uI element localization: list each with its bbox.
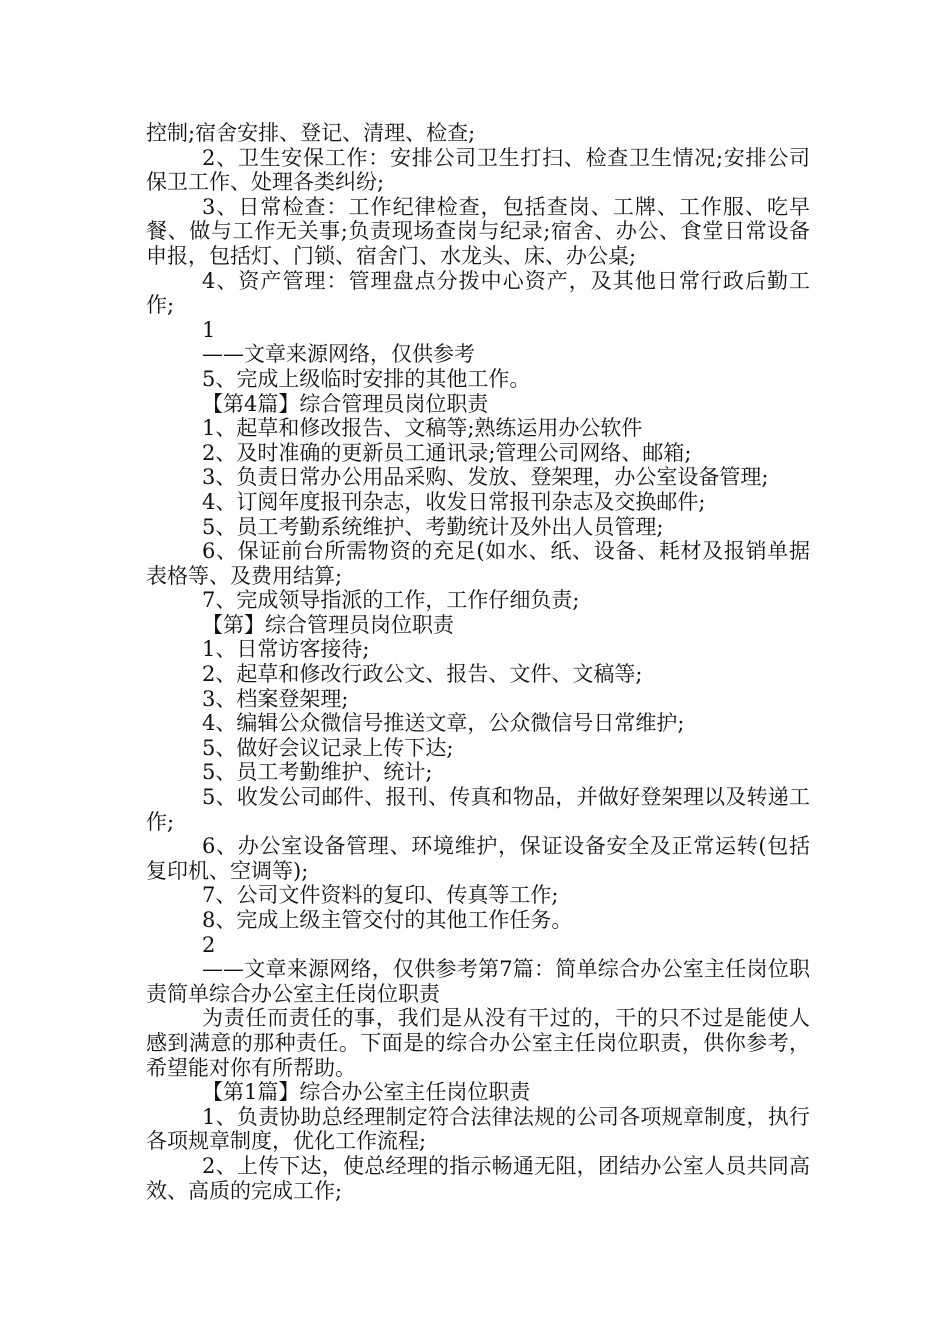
- source-note: ——文章来源网络，仅供参考第7篇：简单综合办公室主任岗位职责简单综合办公室主任岗位职责: [146, 957, 810, 1006]
- list-item: 2、上传下达，使总经理的指示畅通无阻，团结办公室人员共同高效、高质的完成工作;: [146, 1153, 810, 1203]
- list-item: 3、负责日常办公用品采购、发放、登架理，办公室设备管理;: [202, 465, 769, 490]
- list-item: 8、完成上级主管交付的其他工作任务。: [202, 908, 573, 932]
- list-item-temporary-tasks: 5、完成上级临时安排的其他工作。: [202, 366, 531, 391]
- source-note: ——文章来源网络，仅供参考: [202, 342, 475, 367]
- list-item: 5、员工考勤维护、统计;: [202, 760, 433, 785]
- list-item: 5、员工考勤系统维护、考勤统计及外出人员管理;: [202, 514, 664, 539]
- list-item-asset-management: 4、资产管理：管理盘点分拨中心资产，及其他日常行政后勤工作;: [146, 268, 810, 318]
- page-number: 1: [202, 317, 216, 342]
- list-item: 1、日常访客接待;: [202, 637, 370, 662]
- section-heading: 【第4篇】综合管理员岗位职责: [202, 391, 489, 416]
- list-item: 2、及时准确的更新员工通讯录;管理公司网络、邮箱;: [202, 440, 692, 465]
- section-heading: 【第】综合管理员岗位职责: [202, 612, 454, 637]
- list-item: 4、订阅年度报刊杂志，收发日常报刊杂志及交换邮件;: [202, 489, 706, 514]
- document-page: [146, 121, 810, 1203]
- list-item: 5、做好会议记录上传下达;: [202, 735, 454, 760]
- page-number: 2: [202, 932, 216, 957]
- list-item: 1、负责协助总经理制定符合法律法规的公司各项规章制度，执行各项规章制度，优化工作流程;: [146, 1104, 810, 1154]
- list-item-hygiene-security: 2、卫生安保工作：安排公司卫生打扫、检查卫生情况;安排公司保卫工作、处理各类纠纷;: [146, 145, 810, 195]
- list-item: 4、编辑公众微信号推送文章，公众微信号日常维护;: [202, 711, 685, 736]
- list-item: 2、起草和修改行政公文、报告、文件、文稿等;: [202, 662, 643, 687]
- list-item-daily-inspection: 3、日常检查：工作纪律检查，包括查岗、工牌、工作服、吃早餐、做与工作无关事;负责现场查岗与纪录;宿舍、办公、食堂日常设备申报，包括灯、门锁、宿舍门、水龙头、床、办公桌;: [146, 194, 810, 268]
- section-heading: 【第1篇】综合办公室主任岗位职责: [202, 1080, 531, 1105]
- intro-paragraph: 为责任而责任的事，我们是从没有干过的，干的只不过是能使人感到满意的那种责任。下面是的综合办公室主任岗位职责，供你参考，希望能对你有所帮助。: [146, 1006, 810, 1080]
- list-item: 6、保证前台所需物资的充足(如水、纸、设备、耗材及报销单据表格等、及费用结算;: [146, 539, 810, 588]
- list-item: 7、公司文件资料的复印、传真等工作;: [202, 883, 559, 908]
- list-item: 7、完成领导指派的工作，工作仔细负责;: [202, 588, 580, 613]
- list-item: 5、收发公司邮件、报刊、传真和物品，并做好登架理以及转递工作;: [146, 785, 810, 834]
- list-item: 3、档案登架理;: [202, 686, 349, 711]
- list-item: 1、起草和修改报告、文稿等;熟练运用办公软件: [202, 416, 643, 441]
- list-item: 6、办公室设备管理、环境维护，保证设备安全及正常运转(包括复印机、空调等);: [146, 834, 810, 883]
- text-line-continued: 控制;宿舍安排、登记、清理、检查;: [146, 121, 476, 145]
